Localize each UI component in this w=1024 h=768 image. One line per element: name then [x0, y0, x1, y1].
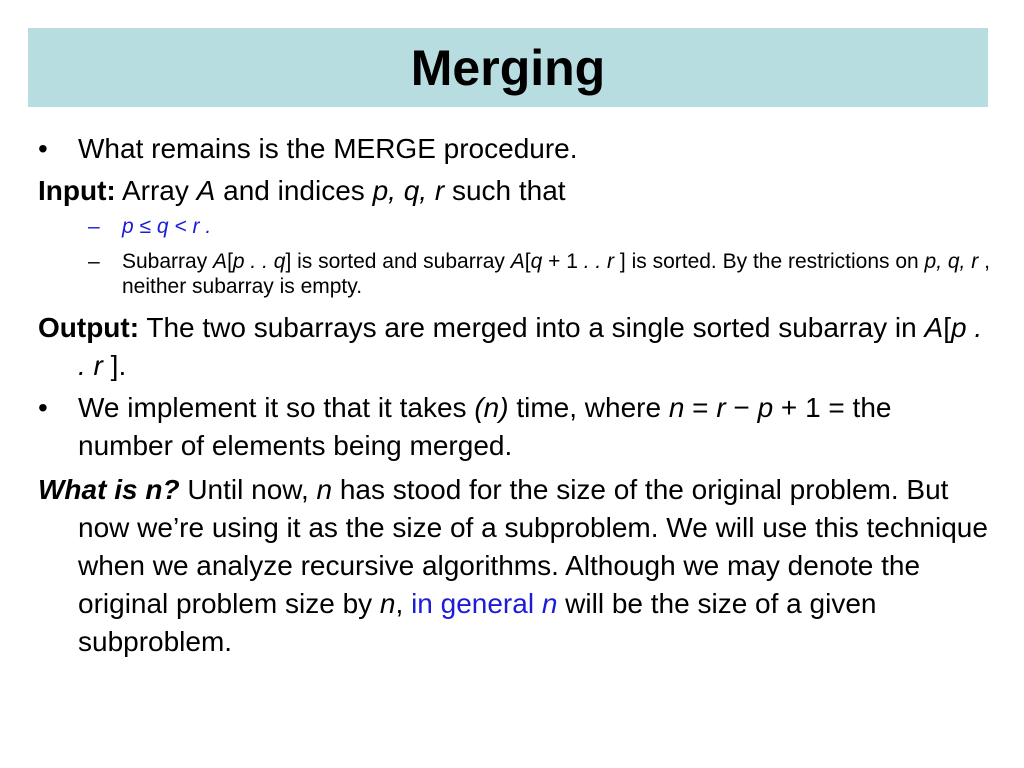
sub-text: Subarray — [122, 250, 214, 273]
output-text: The two subarrays are merged into a single sorted subarray in — [139, 312, 925, 343]
para-text: has stood for the size of the original problem. But now we’re using it as the size of a subproblem. We will use this technique when we analyze recursive algorithms. Although we may denote the original problem size by — [78, 474, 988, 619]
var-n: n — [668, 392, 685, 423]
bullet-icon: • — [38, 392, 48, 423]
output-text: [ — [943, 312, 951, 343]
var-a: A — [196, 175, 216, 206]
para-text: will be the size of a given subproblem. — [78, 588, 877, 657]
range-pr: p . . r — [78, 312, 983, 381]
bullet-text: = — [684, 392, 717, 423]
para-text: Until now, — [179, 474, 317, 505]
output-label: Output: — [38, 312, 140, 343]
sub-text: [ — [227, 250, 233, 273]
sub-condition — [38, 214, 990, 239]
var-a: A — [510, 250, 525, 273]
bullet-text: What remains is the MERGE procedure. — [78, 133, 578, 164]
in-general-text: in general — [411, 588, 542, 619]
condition-text: p ≤ q < r . — [122, 215, 212, 238]
var-p: p — [757, 392, 774, 423]
dash-icon: – — [88, 250, 100, 273]
slide-content — [38, 130, 990, 661]
what-is-n-label: What is n? — [38, 474, 180, 505]
bullet-text: We implement it so that it takes — [78, 392, 475, 423]
var-r: r — [716, 392, 726, 423]
var-a: A — [924, 312, 944, 343]
range-pq: p . . q — [232, 250, 286, 273]
dash-icon: – — [88, 215, 100, 238]
var-n: n — [379, 588, 396, 619]
vars-pqr: p, q, r — [372, 175, 445, 206]
bullet-text: + 1 = the number of elements being merged. — [78, 392, 892, 461]
sub-text: + 1 — [542, 250, 584, 273]
sub-text: ] is sorted. By the restrictions on — [614, 250, 925, 273]
var-n: n — [316, 474, 333, 505]
bullet-merge-procedure — [38, 130, 990, 168]
input-line — [38, 172, 990, 210]
input-text: and indices — [215, 175, 373, 206]
range-r: . . r — [583, 250, 615, 273]
slide-title: Merging — [410, 39, 606, 96]
what-is-n-paragraph — [38, 471, 990, 661]
sub-sorted-subarrays — [38, 249, 990, 299]
input-text: such that — [444, 175, 566, 206]
bullet-text: time, where — [508, 392, 669, 423]
sub-text: ] is sorted and subarray — [285, 250, 511, 273]
title-bar — [28, 28, 988, 107]
bullet-time-bound — [38, 389, 990, 465]
sub-text: , neither subarray is empty. — [122, 250, 990, 298]
input-label: Input: — [38, 175, 116, 206]
output-text: ]. — [102, 350, 127, 381]
input-text: Array — [115, 175, 197, 206]
para-text: , — [395, 588, 412, 619]
bullet-icon: • — [38, 133, 48, 164]
output-line — [38, 309, 990, 385]
vars-pqr: p, q, r — [924, 250, 979, 273]
bullet-text: − — [725, 392, 758, 423]
sub-text: [ — [524, 250, 531, 273]
var-n-highlight: n — [541, 588, 558, 619]
var-q: q — [530, 250, 543, 273]
var-a: A — [213, 250, 228, 273]
theta-n: (n) — [474, 392, 509, 423]
